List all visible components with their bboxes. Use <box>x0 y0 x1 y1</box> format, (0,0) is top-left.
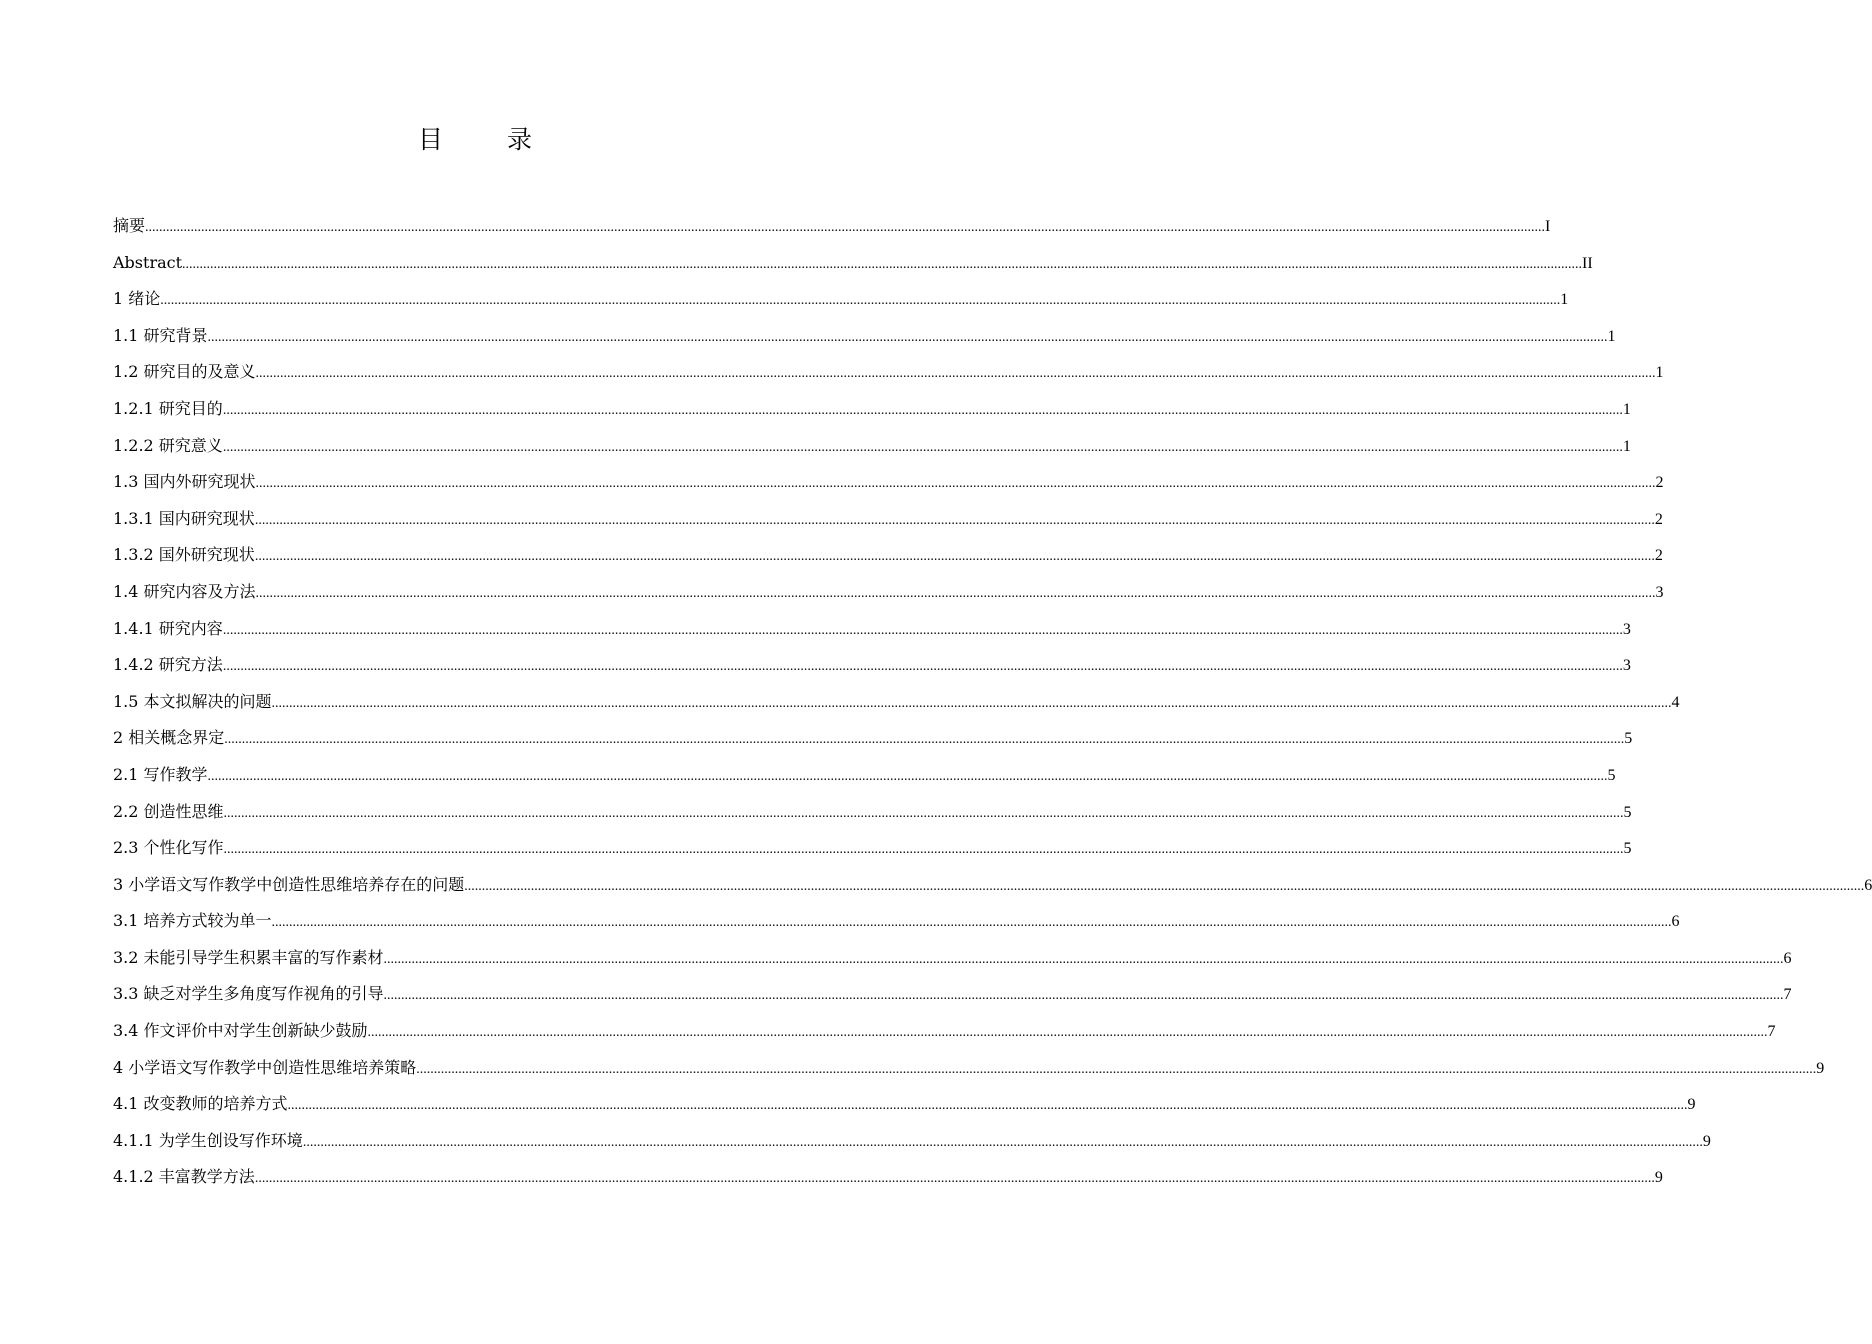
toc-entry-label: 4 小学语文写作教学中创造性思维培养策略 <box>113 1057 417 1077</box>
toc-entry[interactable] <box>113 830 1632 867</box>
toc-entry-label: 1 绪论 <box>113 289 161 309</box>
toc-entry-page: 7 <box>1767 1023 1776 1041</box>
table-of-contents <box>113 208 1872 1196</box>
toc-leader-dots: ................................................................................................................................................................................................................................................................................................................................................................................................................ <box>207 768 1608 784</box>
toc-entry-page: 5 <box>1607 766 1616 784</box>
toc-entry-label: 4.1.1 为学生创设写作环境 <box>113 1130 303 1150</box>
toc-leader-dots: ................................................................................................................................................................................................................................................................................................................................................................................................................ <box>271 915 1672 931</box>
toc-entry-label: 3.3 缺乏对学生多角度写作视角的引导 <box>113 984 384 1004</box>
toc-entry[interactable] <box>113 647 1631 684</box>
toc-entry-label: 1.3.2 国外研究现状 <box>113 545 255 565</box>
toc-entry-label: 2.2 创造性思维 <box>113 801 224 821</box>
toc-entry-label: 1.1 研究背景 <box>113 325 208 345</box>
toc-entry-page: I <box>1545 218 1551 235</box>
toc-entry-page: 6 <box>1671 913 1680 931</box>
toc-entry-label: 摘要 <box>113 216 146 235</box>
toc-leader-dots: ................................................................................................................................................................................................................................................................................................................................................................................................................ <box>255 585 1656 601</box>
toc-entry[interactable] <box>113 940 1792 977</box>
toc-entry-label: 4.1.2 丰富教学方法 <box>113 1167 255 1187</box>
toc-leader-dots: ................................................................................................................................................................................................................................................................................................................................................................................................................ <box>383 988 1784 1004</box>
toc-entry-page: 3 <box>1622 620 1631 638</box>
toc-leader-dots: ................................................................................................................................................................................................................................................................................................................................................................................................................ <box>182 256 1583 272</box>
toc-entry[interactable] <box>113 1123 1711 1160</box>
toc-leader-dots: ................................................................................................................................................................................................................................................................................................................................................................................................................ <box>416 1061 1817 1077</box>
toc-leader-dots: ................................................................................................................................................................................................................................................................................................................................................................................................................ <box>255 476 1656 492</box>
toc-leader-dots: ................................................................................................................................................................................................................................................................................................................................................................................................................ <box>223 842 1624 858</box>
toc-entry-page: 4 <box>1671 693 1680 711</box>
toc-entry[interactable] <box>113 318 1616 355</box>
toc-leader-dots: ................................................................................................................................................................................................................................................................................................................................................................................................................ <box>254 1171 1655 1187</box>
toc-entry-page: 3 <box>1622 657 1631 675</box>
toc-entry-page: 9 <box>1702 1132 1711 1150</box>
toc-entry[interactable] <box>113 684 1680 721</box>
toc-entry[interactable] <box>113 903 1680 940</box>
toc-leader-dots: ................................................................................................................................................................................................................................................................................................................................................................................................................ <box>255 366 1656 382</box>
toc-entry-label: 1.3.1 国内研究现状 <box>113 508 255 528</box>
page-title: 目 录 <box>418 125 560 154</box>
toc-entry[interactable] <box>113 1159 1663 1196</box>
toc-entry[interactable] <box>113 1013 1776 1050</box>
toc-entry-label: 1.5 本文拟解决的问题 <box>113 691 272 711</box>
toc-leader-dots: ................................................................................................................................................................................................................................................................................................................................................................................................................ <box>207 329 1608 345</box>
toc-entry-page: 1 <box>1607 327 1616 345</box>
toc-entry[interactable] <box>113 574 1664 611</box>
toc-leader-dots: ................................................................................................................................................................................................................................................................................................................................................................................................................ <box>145 220 1546 235</box>
toc-entry-page: II <box>1582 254 1593 272</box>
toc-entry-page: 1 <box>1622 437 1631 455</box>
toc-entry-label: 2.1 写作教学 <box>113 764 208 784</box>
toc-leader-dots: ................................................................................................................................................................................................................................................................................................................................................................................................................ <box>367 1025 1768 1041</box>
toc-entry[interactable] <box>113 1086 1696 1123</box>
toc-entry-page: 1 <box>1560 291 1569 309</box>
toc-entry-label: 2 相关概念界定 <box>113 728 225 748</box>
toc-entry-label: 1.4.2 研究方法 <box>113 655 223 675</box>
toc-entry[interactable] <box>113 757 1616 794</box>
toc-entry-page: 1 <box>1622 400 1631 418</box>
toc-entry[interactable] <box>113 611 1631 648</box>
toc-leader-dots: ................................................................................................................................................................................................................................................................................................................................................................................................................ <box>222 439 1623 455</box>
toc-entry[interactable] <box>113 976 1792 1013</box>
toc-leader-dots: ................................................................................................................................................................................................................................................................................................................................................................................................................ <box>464 878 1865 894</box>
toc-entry[interactable] <box>113 354 1664 391</box>
toc-entry[interactable] <box>113 501 1663 538</box>
toc-entry-page: 6 <box>1864 876 1872 894</box>
toc-entry-page: 9 <box>1654 1169 1663 1187</box>
toc-entry-page: 3 <box>1655 583 1664 601</box>
toc-entry[interactable] <box>113 428 1631 465</box>
toc-entry[interactable] <box>113 464 1664 501</box>
toc-entry[interactable] <box>113 867 1872 904</box>
toc-entry[interactable] <box>113 720 1633 757</box>
toc-entry-page: 2 <box>1654 547 1663 565</box>
toc-leader-dots: ................................................................................................................................................................................................................................................................................................................................................................................................................ <box>222 622 1623 638</box>
toc-entry-page: 5 <box>1623 840 1632 858</box>
toc-leader-dots: ................................................................................................................................................................................................................................................................................................................................................................................................................ <box>383 951 1784 967</box>
toc-entry-label: 1.2 研究目的及意义 <box>113 362 256 382</box>
toc-entry-page: 2 <box>1654 510 1663 528</box>
toc-entry[interactable] <box>113 281 1569 318</box>
toc-entry-page: 2 <box>1655 474 1664 492</box>
toc-entry-page: 5 <box>1624 730 1633 748</box>
toc-entry[interactable] <box>113 208 1551 245</box>
toc-entry-label: 2.3 个性化写作 <box>113 838 224 858</box>
toc-entry-label: 1.2.2 研究意义 <box>113 435 223 455</box>
toc-entry-page: 9 <box>1816 1059 1825 1077</box>
toc-entry-label: 1.2.1 研究目的 <box>113 398 223 418</box>
toc-entry[interactable] <box>113 794 1632 831</box>
toc-entry-label: 4.1 改变教师的培养方式 <box>113 1094 288 1114</box>
toc-entry-label: 1.3 国内外研究现状 <box>113 472 256 492</box>
toc-entry-page: 5 <box>1623 803 1632 821</box>
toc-entry-label: 3 小学语文写作教学中创造性思维培养存在的问题 <box>113 874 465 894</box>
toc-entry-label: 3.1 培养方式较为单一 <box>113 911 272 931</box>
toc-entry-page: 6 <box>1783 949 1792 967</box>
toc-entry[interactable] <box>113 245 1593 282</box>
toc-leader-dots: ................................................................................................................................................................................................................................................................................................................................................................................................................ <box>302 1134 1703 1150</box>
toc-leader-dots: ................................................................................................................................................................................................................................................................................................................................................................................................................ <box>223 805 1624 821</box>
toc-leader-dots: ................................................................................................................................................................................................................................................................................................................................................................................................................ <box>222 659 1623 675</box>
toc-entry-label: 1.4.1 研究内容 <box>113 618 223 638</box>
toc-leader-dots: ................................................................................................................................................................................................................................................................................................................................................................................................................ <box>271 695 1672 711</box>
toc-entry-label: 1.4 研究内容及方法 <box>113 581 256 601</box>
toc-leader-dots: ................................................................................................................................................................................................................................................................................................................................................................................................................ <box>222 402 1623 418</box>
toc-leader-dots: ................................................................................................................................................................................................................................................................................................................................................................................................................ <box>254 549 1655 565</box>
toc-leader-dots: ................................................................................................................................................................................................................................................................................................................................................................................................................ <box>287 1098 1688 1114</box>
toc-entry-label: 3.4 作文评价中对学生创新缺少鼓励 <box>113 1021 368 1041</box>
toc-entry-page: 1 <box>1655 364 1664 382</box>
toc-entry-page: 9 <box>1687 1096 1696 1114</box>
toc-entry-label: 3.2 未能引导学生积累丰富的写作素材 <box>113 947 384 967</box>
toc-entry[interactable] <box>113 1050 1825 1087</box>
toc-leader-dots: ................................................................................................................................................................................................................................................................................................................................................................................................................ <box>160 293 1561 309</box>
toc-leader-dots: ................................................................................................................................................................................................................................................................................................................................................................................................................ <box>224 732 1625 748</box>
toc-entry-page: 7 <box>1783 986 1792 1004</box>
toc-entry-label: Abstract <box>113 252 183 272</box>
toc-entry[interactable] <box>113 537 1663 574</box>
toc-leader-dots: ................................................................................................................................................................................................................................................................................................................................................................................................................ <box>254 512 1655 528</box>
toc-entry[interactable] <box>113 391 1631 428</box>
